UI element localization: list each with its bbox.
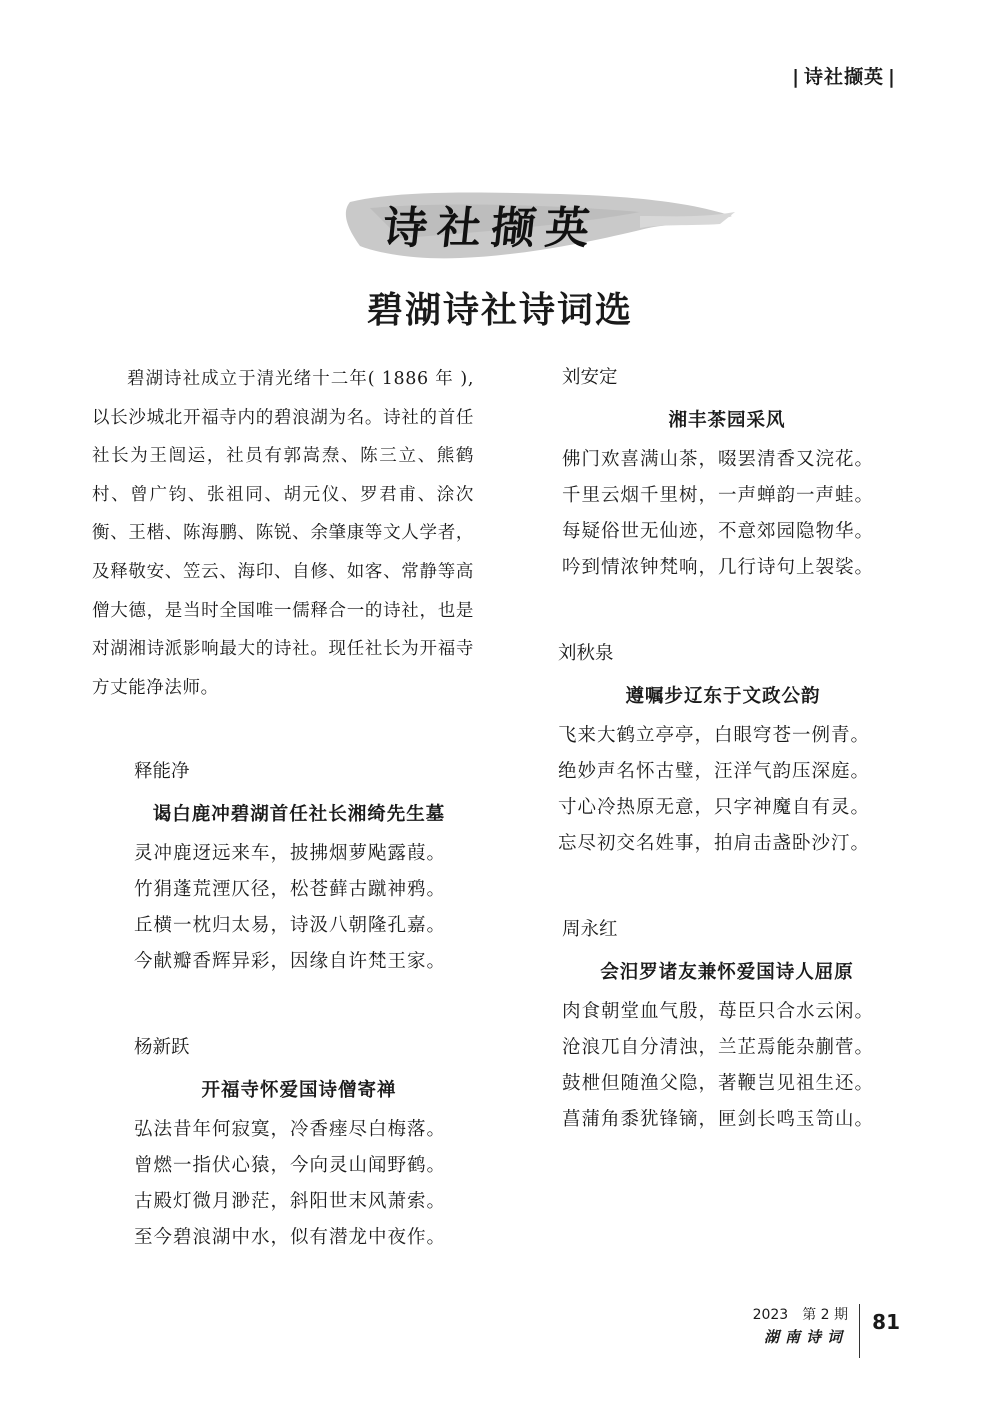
poem-line: 吟到情浓钟梵响，几行诗句上袈裟。: [562, 557, 875, 578]
poem-line: 今献瓣香辉异彩，因缘自许梵王家。: [134, 951, 447, 972]
page-number: 81: [872, 1310, 900, 1334]
poem-lines: [562, 442, 892, 586]
poem-line: 千里云烟千里树，一声蝉韵一声蛙。: [562, 485, 875, 506]
poem-line: 至今碧浪湖中水，似有潜龙中夜作。: [134, 1227, 447, 1248]
poem-title: 湘丰茶园采风: [668, 410, 786, 431]
magazine-name: 湖南诗词: [763, 1328, 848, 1346]
poem-author: 刘安定: [562, 367, 618, 388]
article-title: 碧湖诗社诗词选: [366, 289, 633, 331]
poem-line: 曾燃一指伏心猿，今向灵山闻野鹤。: [134, 1155, 447, 1176]
poem-line: 菖蒲角黍犹锋镝，匣剑长鸣玉笥山。: [562, 1109, 875, 1130]
poem-line: 绝妙声名怀古璧，汪洋气韵压深庭。: [558, 761, 871, 782]
poem-lines: [134, 1112, 464, 1256]
poem-line: 忘尽初交名姓事，拍肩击盏卧沙汀。: [558, 833, 871, 854]
poem-block: [134, 1036, 464, 1256]
intro-paragraph: [92, 360, 474, 707]
poem-line: 肉食朝堂血气殷，苺臣只合水云闲。: [562, 1001, 875, 1022]
tag-bar-left: |: [792, 66, 801, 88]
poem-line: 竹狷蓬荒湮仄径，松苍藓古蹴神鸦。: [134, 879, 447, 900]
poem-title: 遵嘱步辽东于文政公韵: [625, 686, 821, 707]
poem-line: 灵冲鹿迓远来车，披拂烟萝飐露葭。: [134, 843, 447, 864]
poem-title: 开福寺怀爱国诗僧寄禅: [201, 1080, 397, 1101]
poem-line: 沧浪兀自分清浊，兰芷焉能杂蒯菅。: [562, 1037, 875, 1058]
poem-line: 寸心冷热原无意，只字神魔自有灵。: [558, 797, 871, 818]
poem-block: [558, 642, 888, 862]
tag-bar-right: |: [888, 66, 896, 88]
poem-block: [562, 366, 892, 586]
poem-author: 释能净: [134, 761, 190, 782]
poem-block: [562, 918, 892, 1138]
poem-title: 会汨罗诸友兼怀爱国诗人屈原: [600, 962, 854, 983]
poem-line: 飞来大鹤立亭亭，白眼穹苍一例青。: [558, 725, 871, 746]
poem-block: [134, 760, 464, 980]
poem-line: 丘横一枕归太易，诗汲八朝隆孔嘉。: [134, 915, 447, 936]
poem-line: 鼓枻但随渔父隐，著鞭岂见祖生还。: [562, 1073, 875, 1094]
footer-divider: [859, 1304, 861, 1358]
poem-line: 每疑俗世无仙迹，不意郊园隐物华。: [562, 521, 875, 542]
poem-title: 谒白鹿冲碧湖首任社长湘绮先生墓: [152, 804, 446, 825]
section-tag-label: 诗社撷英: [804, 66, 885, 88]
poem-author: 杨新跃: [134, 1037, 190, 1058]
poem-author: 刘秋泉: [558, 643, 614, 664]
poem-lines: [558, 718, 888, 862]
page-footer: [600, 1304, 900, 1364]
poem-line: 古殿灯微月渺茫，斜阳世末风萧索。: [134, 1191, 447, 1212]
issue-label: 2023 第 2 期: [752, 1307, 848, 1323]
poem-lines: [134, 836, 464, 980]
poem-line: 佛门欢喜满山茶，啜罢清香又浣花。: [562, 449, 875, 470]
poem-lines: [562, 994, 892, 1138]
poem-line: 弘法昔年何寂寞，冷香瘗尽白梅落。: [134, 1119, 447, 1140]
section-tag: [788, 62, 900, 89]
poem-author: 周永红: [562, 919, 618, 940]
intro-text: 碧湖诗社成立于清光绪十二年( 1886 年 ), 以长沙城北开福寺内的碧浪湖为名。诗社的首任社长为王闿运，社员有郭嵩焘、陈三立、熊鹤村、曾广钧、张祖同、胡元仪、罗君甫、涂次衡、王楷、陈海鹏、陈锐、余肇康等文人学者，及释敬安、笠云、海印、自修、如客、常静等高僧大德，是当时全国唯一儒释合一的诗社，也是对湖湘诗派影响最大的诗社。现任社长为开福寺方丈能净法师。: [92, 369, 474, 698]
brush-title: 诗社撷英: [380, 203, 602, 254]
